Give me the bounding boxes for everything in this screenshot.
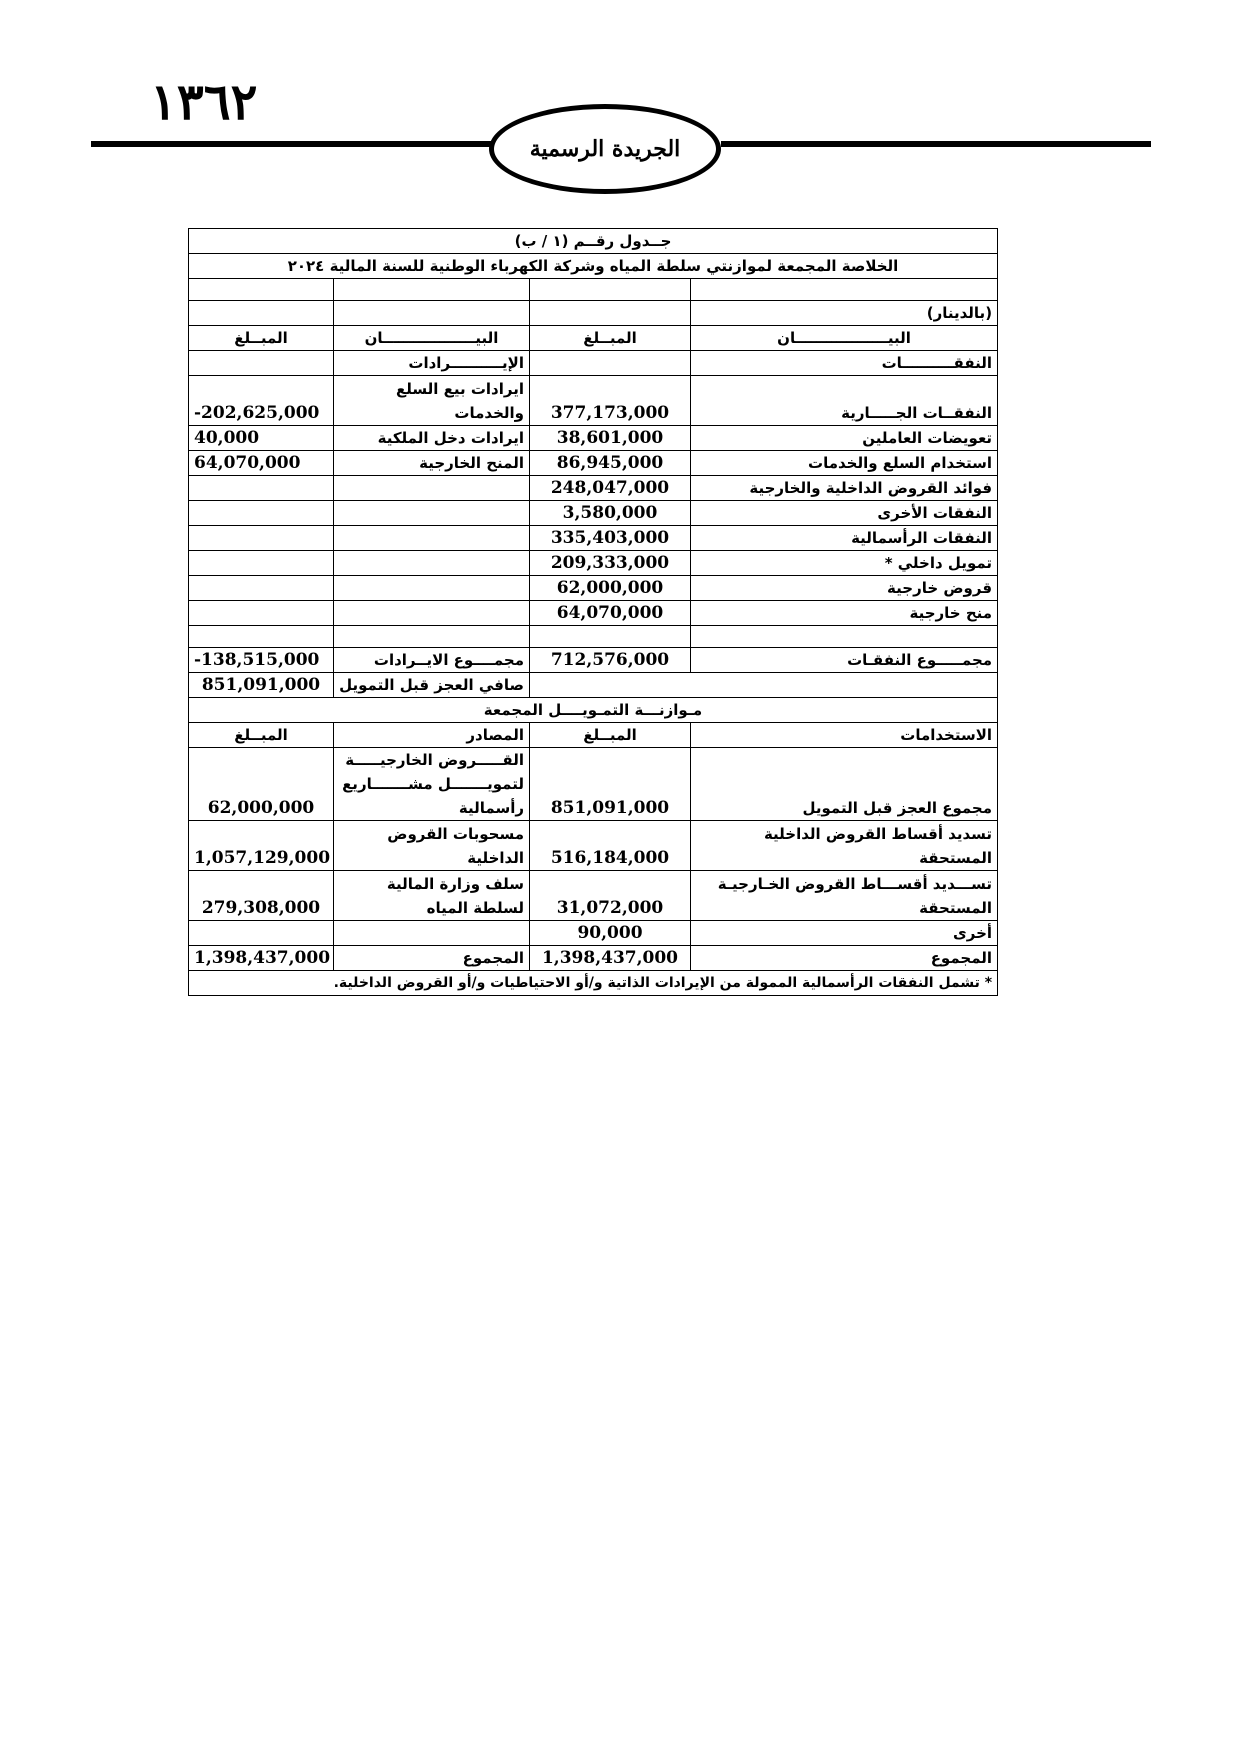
financing-title-row — [189, 698, 998, 723]
use-amount: 851,091,000 — [530, 748, 691, 821]
source-label: سلف وزارة المالية لسلطة المياه — [334, 871, 530, 921]
use-label: تســـديد أقســـاط القروض الخـارجيـة المستحقة — [691, 871, 998, 921]
total-expenditures-label: مجمـــــوع النفقـات — [691, 648, 998, 673]
revenue-label — [334, 501, 530, 526]
column-header-row — [189, 326, 998, 351]
revenue-label — [334, 526, 530, 551]
header-rule-left — [91, 141, 493, 147]
totals-row — [189, 648, 998, 673]
expenditure-label: فوائد القروض الداخلية والخارجية — [691, 476, 998, 501]
revenue-label — [334, 476, 530, 501]
use-amount: 31,072,000 — [530, 871, 691, 921]
expenditure-amount: 38,601,000 — [530, 426, 691, 451]
table-row — [189, 576, 998, 601]
revenue-amount — [189, 551, 334, 576]
expenditure-amount: 377,173,000 — [530, 376, 691, 426]
revenue-amount — [189, 501, 334, 526]
revenue-amount — [189, 476, 334, 501]
table-title: جــدول رقــم (١ / ب) — [189, 229, 998, 254]
header-uses: الاستخدامات — [691, 723, 998, 748]
uses-total-label: المجموع — [691, 946, 998, 971]
expenditure-label: النفقــات الجـــــارية — [691, 376, 998, 426]
table-row — [189, 601, 998, 626]
source-label: القـــــروض الخارجيـــــة لتمويـــــــل مشـــــــاريع رأسمالية — [334, 748, 530, 821]
section-heading-row — [189, 351, 998, 376]
table-row — [189, 551, 998, 576]
financing-header-row — [189, 723, 998, 748]
budget-summary-table — [188, 228, 998, 996]
revenue-label — [334, 551, 530, 576]
revenue-label: ايرادات بيع السلع والخدمات — [334, 376, 530, 426]
financing-total-row — [189, 946, 998, 971]
table-row — [189, 451, 998, 476]
spacer-row — [189, 626, 998, 648]
header-source-amount: المبــلغ — [189, 723, 334, 748]
spacer-row — [189, 279, 998, 301]
table-row — [189, 501, 998, 526]
source-amount: 279,308,000 — [189, 871, 334, 921]
revenues-heading: الإيــــــــــرادات — [334, 351, 530, 376]
table-row — [189, 526, 998, 551]
expenditure-label: منح خارجية — [691, 601, 998, 626]
financing-row — [189, 871, 998, 921]
revenue-label: ايرادات دخل الملكية — [334, 426, 530, 451]
expenditure-label: النفقات الرأسمالية — [691, 526, 998, 551]
revenue-amount — [189, 601, 334, 626]
table-subtitle-row — [189, 254, 998, 279]
revenue-label — [334, 601, 530, 626]
header-rev-statement: البيــــــــــــــــــان — [334, 326, 530, 351]
net-deficit-label: صافي العجز قبل التمويل — [334, 673, 530, 698]
source-label: مسحوبات القروض الداخلية — [334, 821, 530, 871]
revenue-amount: 40,000 — [189, 426, 334, 451]
expenditure-label: تمويل داخلي * — [691, 551, 998, 576]
net-deficit-amount: 851,091,000 — [189, 673, 334, 698]
table-row — [189, 426, 998, 451]
revenue-label: المنح الخارجية — [334, 451, 530, 476]
source-amount: 1,057,129,000 — [189, 821, 334, 871]
header-use-amount: المبــلغ — [530, 723, 691, 748]
footnote: * تشمل النفقات الرأسمالية الممولة من الإيرادات الذاتية و/أو الاحتياطيات و/أو القروض الداخلية. — [189, 971, 998, 996]
revenue-amount: -202,625,000 — [189, 376, 334, 426]
total-revenues-label: مجمــــوع الايــرادات — [334, 648, 530, 673]
header-sources: المصادر — [334, 723, 530, 748]
header-rev-amount: المبــلغ — [189, 326, 334, 351]
table-row — [189, 476, 998, 501]
total-expenditures-amount: 712,576,000 — [530, 648, 691, 673]
sources-total-amount: 1,398,437,000 — [189, 946, 334, 971]
footnote-row — [189, 971, 998, 996]
revenue-amount — [189, 576, 334, 601]
page-number: ١٣٦٢ — [150, 72, 258, 131]
table-subtitle: الخلاصة المجمعة لموازنتي سلطة المياه وشركة الكهرباء الوطنية للسنة المالية ٢٠٢٤ — [189, 254, 998, 279]
table-title-row — [189, 229, 998, 254]
expenditure-label: قروض خارجية — [691, 576, 998, 601]
use-amount: 516,184,000 — [530, 821, 691, 871]
financing-row — [189, 821, 998, 871]
gazette-masthead: الجريدة الرسمية — [489, 104, 721, 194]
financing-title: مـوازنـــة التمـويــــل المجمعة — [189, 698, 998, 723]
use-label: تسديد أقساط القروض الداخلية المستحقة — [691, 821, 998, 871]
total-revenues-amount: -138,515,000 — [189, 648, 334, 673]
expenditure-amount: 248,047,000 — [530, 476, 691, 501]
expenditure-label: النفقات الأخرى — [691, 501, 998, 526]
expenditure-amount: 335,403,000 — [530, 526, 691, 551]
uses-total-amount: 1,398,437,000 — [530, 946, 691, 971]
financing-row — [189, 748, 998, 821]
use-label: أخرى — [691, 921, 998, 946]
header-rule-right — [721, 141, 1151, 147]
expenditures-heading: النفقــــــــــات — [691, 351, 998, 376]
source-amount — [189, 921, 334, 946]
expenditure-label: تعويضات العاملين — [691, 426, 998, 451]
currency-unit: (بالدينار) — [691, 301, 998, 326]
net-deficit-row — [189, 673, 998, 698]
unit-row — [189, 301, 998, 326]
expenditure-label: استخدام السلع والخدمات — [691, 451, 998, 476]
sources-total-label: المجموع — [334, 946, 530, 971]
header-exp-amount: المبــلغ — [530, 326, 691, 351]
financing-row — [189, 921, 998, 946]
revenue-label — [334, 576, 530, 601]
revenue-amount — [189, 526, 334, 551]
expenditure-amount: 209,333,000 — [530, 551, 691, 576]
expenditure-amount: 86,945,000 — [530, 451, 691, 476]
source-label — [334, 921, 530, 946]
expenditure-amount: 62,000,000 — [530, 576, 691, 601]
use-label: مجموع العجز قبل التمويل — [691, 748, 998, 821]
expenditure-amount: 64,070,000 — [530, 601, 691, 626]
revenue-amount: 64,070,000 — [189, 451, 334, 476]
header-exp-statement: البيــــــــــــــــــان — [691, 326, 998, 351]
source-amount: 62,000,000 — [189, 748, 334, 821]
expenditure-amount: 3,580,000 — [530, 501, 691, 526]
use-amount: 90,000 — [530, 921, 691, 946]
table-row — [189, 376, 998, 426]
